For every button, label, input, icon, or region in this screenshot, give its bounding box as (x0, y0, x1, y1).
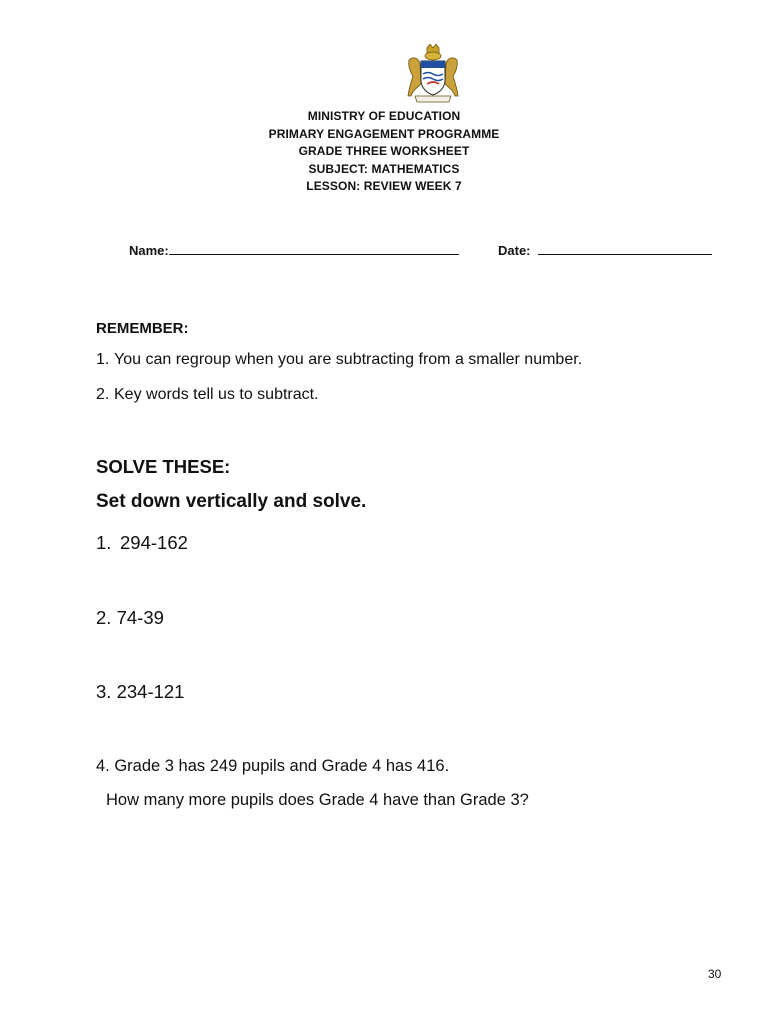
subject-heading: SUBJECT: MATHEMATICS (308, 161, 460, 176)
programme-heading: PRIMARY ENGAGEMENT PROGRAMME (268, 126, 500, 141)
coat-of-arms-icon (405, 44, 461, 104)
solve-heading: SOLVE THESE: (96, 456, 231, 477)
word-problem-line-2: How many more pupils does Grade 4 have than Grade 3? (106, 791, 529, 809)
ministry-heading: MINISTRY OF EDUCATION (307, 109, 461, 123)
worksheet-heading: GRADE THREE WORKSHEET (298, 144, 470, 159)
problem-number: 2. (96, 607, 112, 628)
remember-item-number: 2. (96, 386, 110, 403)
remember-item-number: 1. (96, 351, 110, 368)
name-field[interactable] (129, 242, 459, 258)
remember-item-text: Key words tell us to subtract. (114, 386, 319, 403)
remember-heading: REMEMBER: (96, 320, 189, 337)
remember-item-text: You can regroup when you are subtracting from a smaller number. (114, 351, 583, 368)
problem-number: 3. (96, 681, 112, 702)
solve-instruction: Set down vertically and solve. (96, 491, 367, 512)
name-label: Name: (129, 243, 169, 258)
document-header (0, 108, 768, 196)
problem-expression: 74-39 (116, 607, 164, 628)
problem-expression: 234-121 (116, 681, 185, 702)
date-label: Date: (498, 243, 535, 258)
problem-expression: 294-162 (120, 532, 188, 553)
lesson-heading: LESSON: REVIEW WEEK 7 (306, 179, 462, 194)
problem-item (96, 607, 164, 629)
page-number: 30 (708, 967, 722, 981)
date-blank-line[interactable] (538, 242, 712, 255)
problem-number: 1. (96, 532, 112, 553)
problem-item (96, 532, 188, 554)
remember-item (96, 351, 582, 369)
problem-item (96, 681, 184, 703)
remember-item (96, 386, 319, 404)
date-field[interactable] (498, 242, 712, 258)
word-problem-line-1: 4. Grade 3 has 249 pupils and Grade 4 has 416. (96, 757, 450, 775)
name-blank-line[interactable] (169, 242, 459, 255)
